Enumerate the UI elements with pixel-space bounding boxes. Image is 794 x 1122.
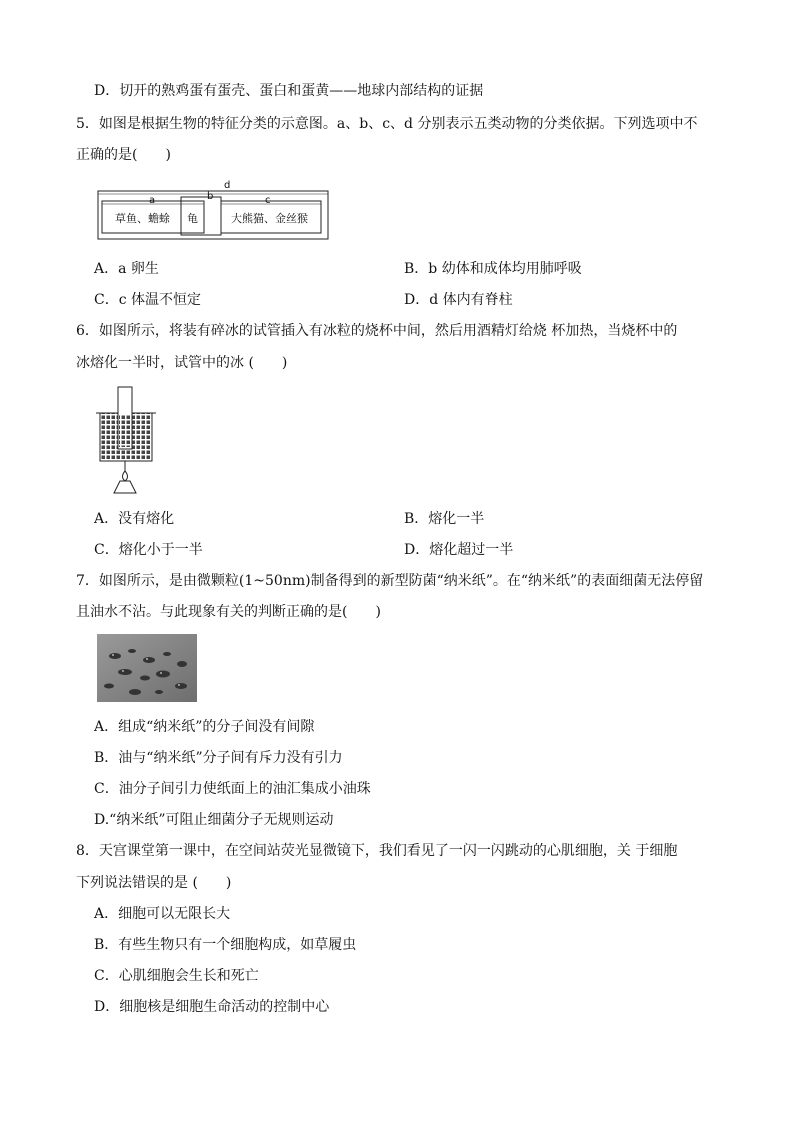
q8-option-d: D．细胞核是细胞生命活动的控制中心 — [94, 999, 330, 1015]
q6-beaker-figure — [96, 385, 156, 495]
q7-nanopaper-photo — [97, 634, 197, 702]
label-d: d — [224, 180, 231, 191]
q8-option-a: A．细胞可以无限长大 — [94, 906, 231, 922]
middle-box-text: 龟 — [187, 212, 198, 225]
q4-option-d: D．切开的熟鸡蛋有蛋壳、蛋白和蛋黄——地球内部结构的证据 — [94, 83, 484, 99]
q5-option-a: A．a 卵生 — [94, 261, 159, 277]
q7-stem-line1: 7．如图所示，是由微颗粒(1~50nm)制备得到的新型防菌“纳米纸”。在“纳米纸”的表面细菌无法停留 — [76, 573, 704, 589]
label-b: b — [207, 191, 214, 202]
left-box-text: 草鱼、蟾蜍 — [115, 212, 170, 225]
q7-stem-line2: 且油水不沾。与此现象有关的判断正确的是( ) — [76, 604, 381, 620]
q5-stem-line2: 正确的是( ) — [76, 147, 171, 163]
q8-option-c: C．心肌细胞会生长和死亡 — [94, 968, 259, 984]
q5-classification-figure — [97, 181, 329, 241]
label-a: a — [149, 195, 156, 206]
beaker-heating-diagram — [96, 385, 156, 495]
q6-option-b: B．熔化一半 — [404, 511, 485, 527]
q8-option-b: B．有些生物只有一个细胞构成，如草履虫 — [94, 937, 357, 953]
label-c: c — [265, 195, 271, 206]
q7-option-d: D.“纳米纸”可阻止细菌分子无规则运动 — [94, 812, 334, 828]
q5-stem-line1: 5．如图是根据生物的特征分类的示意图。a、b、c、d 分别表示五类动物的分类依据。下列选项中不 — [76, 116, 698, 132]
nanopaper-droplets-image — [97, 634, 197, 702]
q7-option-c: C．油分子间引力使纸面上的油汇集成小油珠 — [94, 781, 371, 797]
q5-option-c: C．c 体温不恒定 — [94, 292, 202, 308]
q8-stem-line2: 下列说法错误的是 ( ) — [76, 875, 232, 891]
q6-stem-line1: 6．如图所示，将装有碎冰的试管插入有冰粒的烧杯中间，然后用酒精灯给烧 杯加热，当烧杯中的 — [76, 323, 678, 339]
q6-stem-line2: 冰熔化一半时，试管中的冰 ( ) — [76, 355, 288, 371]
q7-option-b: B．油与“纳米纸”分子间有斥力没有引力 — [94, 750, 343, 766]
q8-stem-line1: 8．天宫课堂第一课中，在空间站荧光显微镜下，我们看见了一闪一闪跳动的心肌细胞，关 于细胞 — [76, 843, 678, 859]
q5-option-d: D．d 体内有脊柱 — [404, 292, 513, 308]
right-box-text: 大熊猫、金丝猴 — [231, 212, 308, 225]
q6-option-a: A．没有熔化 — [94, 511, 175, 527]
q6-option-d: D．熔化超过一半 — [404, 542, 514, 558]
q5-option-b: B．b 幼体和成体均用肺呼吸 — [404, 261, 582, 277]
q7-option-a: A．组成“纳米纸”的分子间没有间隙 — [94, 719, 315, 735]
q6-option-c: C．熔化小于一半 — [94, 542, 203, 558]
